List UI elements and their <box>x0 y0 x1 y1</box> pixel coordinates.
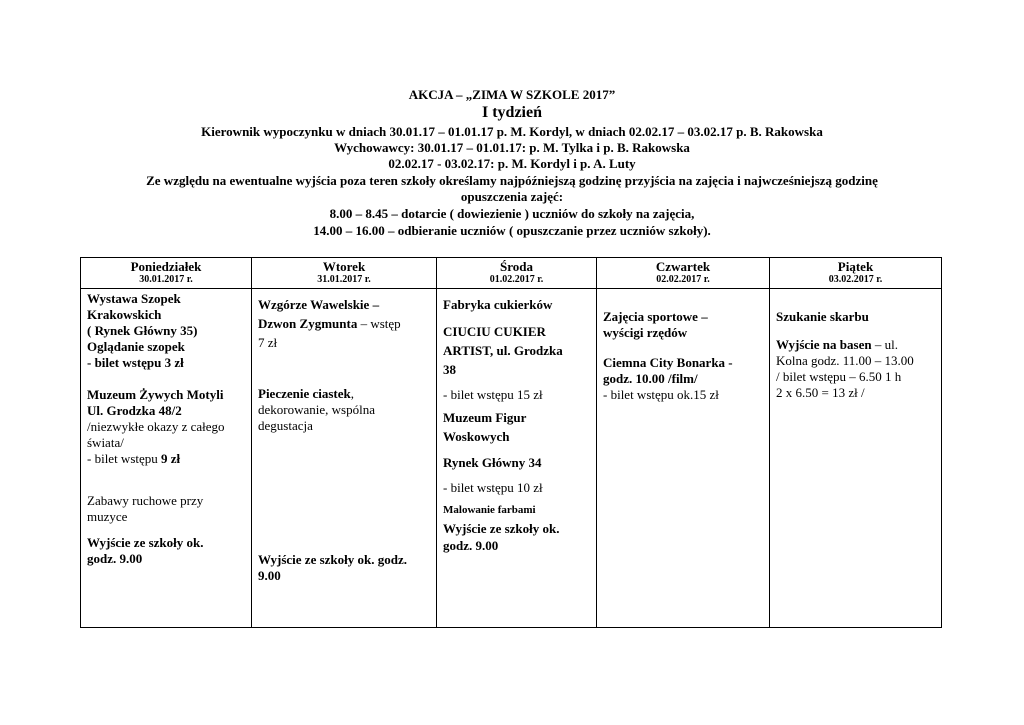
cell-monday <box>81 289 252 628</box>
activity-title: Dzwon Zygmunta – wstęp <box>258 316 401 331</box>
activity-address: ( Rynek Główny 35) <box>87 323 198 338</box>
activity-address: Rynek Główny 34 <box>443 455 542 470</box>
activity-title: Krakowskich <box>87 307 162 322</box>
activity-description: degustacja <box>258 418 313 433</box>
header-title: AKCJA – „ZIMA W SZKOLE 2017” <box>408 87 616 102</box>
activity-title: Oglądanie szopek <box>87 339 185 354</box>
header-note-2: opuszczenia zajęć: <box>460 189 564 204</box>
day-header-thursday <box>597 258 770 289</box>
day-header-tuesday <box>252 258 437 289</box>
table-body-row <box>81 289 942 628</box>
day-date: 01.02.2017 r. <box>489 274 544 285</box>
ticket-price: / bilet wstępu – 6.50 1 h <box>776 369 902 384</box>
activity-title: Fabryka cukierków <box>443 297 553 312</box>
header-educators: Wychowawcy: 30.01.17 – 01.01.17: p. M. Tylka i p. B. Rakowska <box>334 140 690 155</box>
departure-time: 9.00 <box>258 568 281 583</box>
cell-friday <box>770 289 942 628</box>
activity-title: Ciemna City Bonarka - <box>603 355 733 370</box>
activity-description: świata/ <box>87 435 124 450</box>
day-header-wednesday <box>437 258 597 289</box>
activity-description: dekorowanie, wspólna <box>258 402 375 417</box>
departure-time: godz. 9.00 <box>443 538 499 553</box>
header-pickup: 14.00 – 16.00 – odbieranie uczniów ( opuszczanie przez uczniów szkoły). <box>313 223 711 238</box>
activity-description: /niezwykłe okazy z całego <box>87 419 225 434</box>
day-name: Wtorek <box>322 259 366 274</box>
activity-address: ARTIST, ul. Grodzka <box>443 343 563 358</box>
activity-title: Woskowych <box>443 429 510 444</box>
day-date: 03.02.2017 r. <box>828 274 883 285</box>
header-educators-2: 02.02.17 - 03.02.17: p. M. Kordyl i p. A. Luty <box>388 156 636 171</box>
day-date: 30.01.2017 r. <box>139 274 193 285</box>
activity-time: Kolna godz. 11.00 – 13.00 <box>776 353 914 368</box>
activity-description: Zabawy ruchowe przy <box>87 493 204 508</box>
cell-thursday <box>597 289 770 628</box>
day-header-friday <box>770 258 942 289</box>
activity-title: Malowanie farbami <box>443 504 536 516</box>
ticket-price: 7 zł <box>258 335 278 350</box>
cell-wednesday <box>437 289 597 628</box>
header-supervisors: Kierownik wypoczynku w dniach 30.01.17 – 01.01.17 p. M. Kordyl, w dniach 02.02.17 – 03.02.17 p. B. Rakowska <box>201 124 823 139</box>
day-name: Czwartek <box>655 259 711 274</box>
ticket-price: - bilet wstępu ok.15 zł <box>603 387 719 402</box>
activity-title: Zajęcia sportowe – <box>603 309 708 324</box>
schedule-table <box>80 257 942 628</box>
activity-title: Muzeum Figur <box>443 410 527 425</box>
day-name: Środa <box>500 259 533 274</box>
day-date: 31.01.2017 r. <box>317 274 371 285</box>
activity-title: Wzgórze Wawelskie – <box>258 297 380 312</box>
ticket-price: - bilet wstępu 9 zł <box>87 451 181 466</box>
activity-title: CIUCIU CUKIER <box>443 324 546 339</box>
activity-time: godz. 10.00 /film/ <box>603 371 698 386</box>
day-header-monday <box>81 258 252 289</box>
activity-title: Pieczenie ciastek, <box>258 386 355 401</box>
activity-address: Ul. Grodzka 48/2 <box>87 403 182 418</box>
departure-time: Wyjście ze szkoły ok. <box>443 521 560 536</box>
cell-tuesday <box>252 289 437 628</box>
activity-description: muzyce <box>87 509 128 524</box>
activity-title: Szukanie skarbu <box>776 309 869 324</box>
activity-title: wyścigi rzędów <box>603 325 688 340</box>
departure-time: godz. 9.00 <box>87 551 143 566</box>
departure-time: Wyjście ze szkoły ok. godz. <box>258 552 407 567</box>
day-name: Poniedziałek <box>130 259 202 274</box>
table-header-row <box>81 258 942 289</box>
activity-title: Wyjście na basen – ul. <box>776 337 898 352</box>
ticket-price: - bilet wstępu 3 zł <box>87 355 184 370</box>
activity-address: 38 <box>443 362 456 377</box>
departure-time: Wyjście ze szkoły ok. <box>87 535 204 550</box>
header-note: Ze względu na ewentualne wyjścia poza teren szkoły określamy najpóźniejszą godzinę przyjścia na zajęcia i najwcześniejszą godzinę <box>146 173 878 188</box>
header-arrival: 8.00 – 8.45 – dotarcie ( dowiezienie ) uczniów do szkoły na zajęcia, <box>329 206 695 221</box>
ticket-price: - bilet wstępu 10 zł <box>443 480 543 495</box>
ticket-price: - bilet wstępu 15 zł <box>443 387 543 402</box>
activity-title: Muzeum Żywych Motyli <box>87 387 224 402</box>
activity-title: Wystawa Szopek <box>87 291 181 306</box>
day-date: 02.02.2017 r. <box>656 274 710 285</box>
header-week: I tydzień <box>482 104 542 121</box>
ticket-price: 2 x 6.50 = 13 zł / <box>776 385 865 400</box>
day-name: Piątek <box>837 259 874 274</box>
